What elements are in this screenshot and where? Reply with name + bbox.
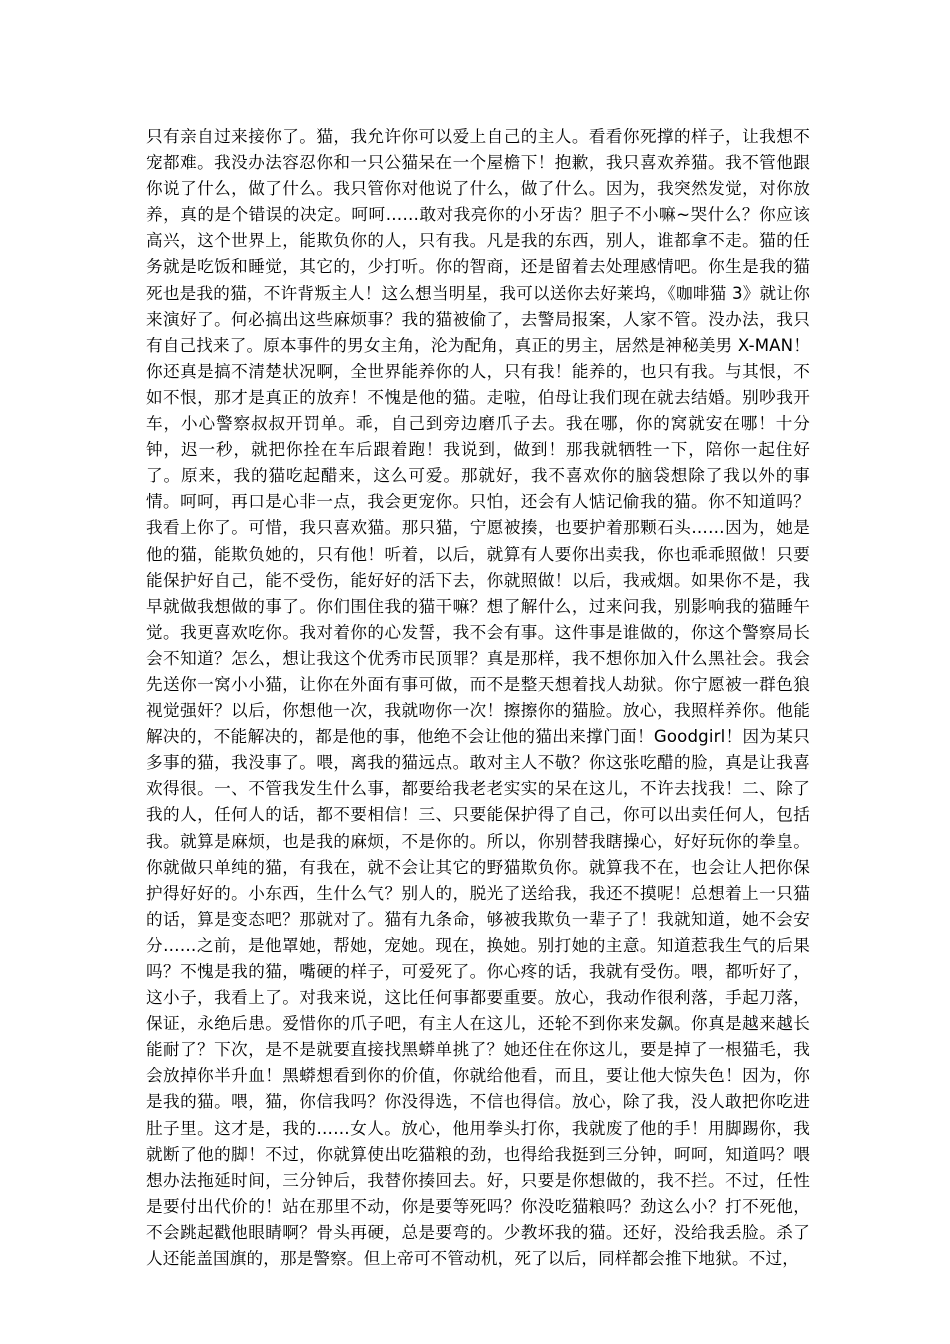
document-body-text: 只有亲自过来接你了。猫，我允许你可以爱上自己的主人。看看你死撑的样子，让我想不宠都难。我没办法容忍你和一只公猫呆在一个屋檐下！抱歉，我只喜欢养猫。我不管他跟你说了什么，做了什么。我只管你对他说了什么，做了什么。因为，我突然发觉，对你放养，真的是个错误的决定。呵呵……敢对我亮你的小牙齿？胆子不小嘛~哭什么？你应该高兴，这个世界上，能欺负你的人，只有我。凡是我的东西，别人，谁都拿不走。猫的任务就是吃饭和睡觉，其它的，少打听。你的智商，还是留着去处理感情吧。你生是我的猫死也是我的猫，不许背叛主人！这么想当明星，我可以送你去好莱坞，《咖啡猫 3》就让你来演好了。何必搞出这些麻烦事？我的猫被偷了，去警局报案，人家不管。没办法，我只有自己找来了。原本事件的男女主角，沦为配角，真正的男主，居然是神秘美男 X-MAN！你还真是搞不清楚状况啊，全世界能养你的人，只有我！能养的，也只有我。与其恨，不如不恨，那才是真正的放弃！不愧是他的猫。走啦，伯母让我们现在就去结婚。别吵我开车，小心警察叔叔开罚单。乖，自己到旁边磨爪子去。我在哪，你的窝就安在哪！十分钟，迟一秒，就把你拴在车后跟着跑！我说到，做到！那我就牺牲一下，陪你一起住好了。原来，我的猫吃起醋来，这么可爱。那就好，我不喜欢你的脑袋想除了我以外的事情。呵呵，再口是心非一点，我会更宠你。只怕，还会有人惦记偷我的猫。你不知道吗？我看上你了。可惜，我只喜欢猫。那只猫，宁愿被揍，也要护着那颗石头……因为，她是他的猫，能欺负她的，只有他！听着，以后，就算有人要你出卖我，你也乖乖照做！只要能保护好自己，能不受伤，能好好的活下去，你就照做！以后，我戒烟。如果你不是，我早就做我想做的事了。你们围住我的猫干嘛？想了解什么，过来问我，别影响我的猫睡午觉。我更喜欢吃你。我对着你的心发誓，我不会有事。这件事是谁做的，你这个警察局长会不知道？怎么，想让我这个优秀市民顶罪？真是那样，我不想你加入什么黑社会。我会先送你一窝小小猫，让你在外面有事可做，而不是整天想着找人劫狱。你宁愿被一群色狼视觉强奸？以后，你想他一次，我就吻你一次！擦擦你的猫脸。放心，我照样养你。他能解决的，不能解决的，都是他的事，他绝不会让他的猫出来撑门面！Goodgirl！因为某只多事的猫，我没事了。喂，离我的猫远点。敢对主人不敬？你这张吃醋的脸，真是让我喜欢得很。一、不管我发生什么事，都要给我老老实实的呆在这儿，不许去找我！二、除了我的人，任何人的话，都不要相信！三、只要能保护得了自己，你可以出卖任何人，包括我。就算是麻烦，也是我的麻烦，不是你的。所以，你别替我瞎操心，好好玩你的拳皇。你就做只单纯的猫，有我在，就不会让其它的野猫欺负你。就算我不在，也会让人把你保护得好好的。小东西，生什么气？别人的，脱光了送给我，我还不摸呢！总想着上一只猫的话，算是变态吧？那就对了。猫有九条命，够被我欺负一辈子了！我就知道，她不会安分……之前，是他罩她，帮她，宠她。现在，换她。别打她的主意。知道惹我生气的后果吗？不愧是我的猫，嘴硬的样子，可爱死了。你心疼的话，我就有受伤。喂，都听好了，这小子，我看上了。对我来说，这比任何事都要重要。放心，我动作很利落，手起刀落，保证，永绝后患。爱惜你的爪子吧，有主人在这儿，还轮不到你来发飙。你真是越来越长能耐了？下次，是不是就要直接找黑蟒单挑了？她还住在你这儿，要是掉了一根猫毛，我会放掉你半升血！黑蟒想看到你的价值，你就给他看，而且，要让他大惊失色！因为，你是我的猫。喂，猫，你信我吗？你没得选，不信也得信。放心，除了我，没人敢把你吃进肚子里。这才是，我的……女人。放心，他用拳头打你，我就废了他的手！用脚踢你，我就断了他的脚！不过，你就算使出吃猫粮的劲，也得给我挺到三分钟，呵呵，知道吗？喂想办法拖延时间，三分钟后，我替你揍回去。好，只要是你想做的，我不拦。不过，任性是要付出代价的！站在那里不动，你是要等死吗？你没吃猫粮吗？劲这么小？打不死他，不会跳起戳他眼睛啊？骨头再硬，总是要弯的。少教坏我的猫。还好，没给我丢脸。杀了人还能盖国旗的，那是警察。但上帝可不管动机，死了以后，同样都会推下地狱。不过， — [146, 127, 810, 1269]
